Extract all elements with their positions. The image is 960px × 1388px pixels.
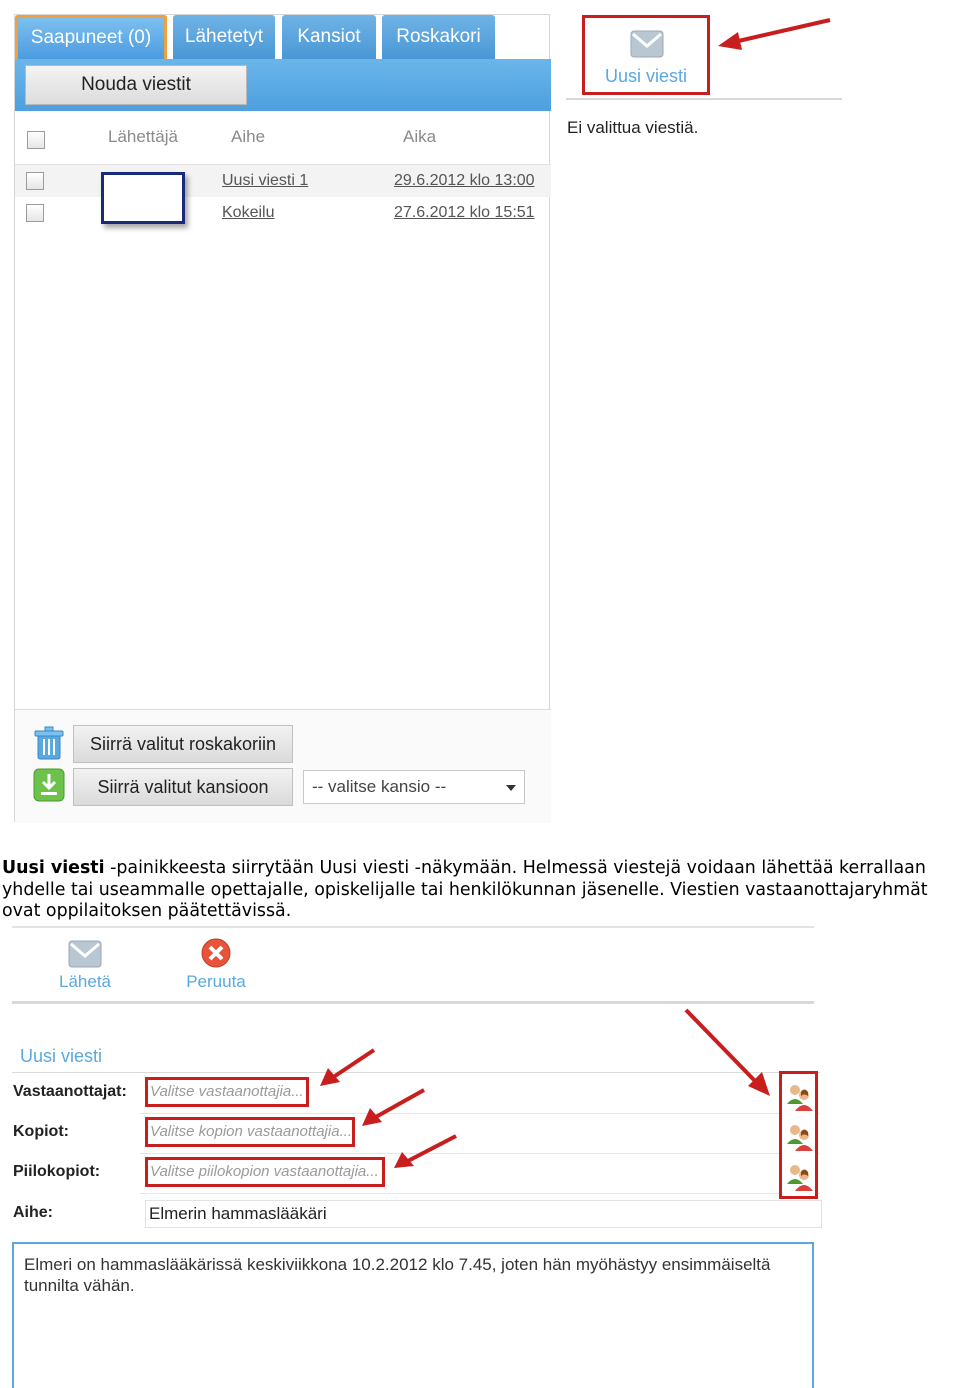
trash-icon bbox=[33, 726, 65, 760]
compose-top-divider bbox=[12, 926, 814, 928]
subject-label: Aihe: bbox=[13, 1204, 53, 1221]
red-arrow-icon bbox=[360, 1086, 430, 1130]
no-message-text: Ei valittua viestiä. bbox=[567, 118, 699, 137]
new-message-label: Uusi viesti bbox=[604, 66, 688, 86]
row-checkbox[interactable] bbox=[26, 204, 44, 222]
field-divider bbox=[140, 1193, 820, 1194]
inbox-panel bbox=[14, 14, 550, 822]
column-sender[interactable]: Lähettäjä bbox=[108, 127, 178, 146]
bcc-field[interactable]: Valitse piilokopion vastaanottajia... bbox=[145, 1157, 385, 1187]
red-arrow-icon bbox=[318, 1046, 380, 1090]
tab-sent[interactable]: Lähetetyt bbox=[173, 15, 275, 59]
send-button[interactable] bbox=[40, 938, 130, 994]
caption-text: -painikkeesta siirrytään Uusi viesti -näkymään. Helmessä viestejä voidaan lähettää kerrallaan yhdelle tai useammalle opettajalle, opiskelijalle tai henkilökunnan jäsenelle. Viestien vastaanottajaryhmät ovat oppilaitoksen päätettävissä. bbox=[2, 858, 928, 921]
recipient-picker-column bbox=[779, 1071, 818, 1199]
message-subject-link[interactable]: Kokeilu bbox=[222, 204, 275, 221]
new-message-button[interactable] bbox=[582, 15, 710, 95]
people-icon[interactable] bbox=[785, 1122, 813, 1152]
folder-select[interactable] bbox=[303, 770, 525, 804]
red-arrow-icon bbox=[392, 1132, 462, 1172]
message-body-textarea[interactable]: Elmeri on hammaslääkärissä keskiviikkona 10.2.2012 klo 7.45, joten hän myöhästyy ensimmäiseltä tunnilta vähän. bbox=[12, 1242, 814, 1388]
inbox-actions bbox=[15, 709, 551, 823]
field-divider bbox=[140, 1153, 820, 1154]
red-arrow-icon bbox=[712, 14, 836, 54]
tab-trash[interactable]: Roskakori bbox=[382, 15, 495, 59]
message-list-header bbox=[15, 111, 551, 165]
table-row[interactable] bbox=[15, 197, 551, 229]
bcc-label: Piilokopiot: bbox=[13, 1163, 101, 1180]
recipients-label: Vastaanottajat: bbox=[13, 1083, 127, 1100]
field-divider bbox=[140, 1113, 820, 1114]
cancel-label: Peruuta bbox=[186, 972, 246, 991]
recipients-field[interactable]: Valitse vastaanottajia... bbox=[145, 1077, 309, 1107]
fetch-messages-button[interactable]: Nouda viestit bbox=[25, 65, 247, 105]
cancel-button[interactable] bbox=[171, 938, 261, 994]
people-icon[interactable] bbox=[785, 1082, 813, 1112]
folder-select-value: -- valitse kansio -- bbox=[312, 777, 447, 796]
caption-bold: Uusi viesti bbox=[2, 858, 105, 878]
redacted-sender-box bbox=[101, 172, 185, 224]
column-time[interactable]: Aika bbox=[403, 127, 437, 146]
subject-field[interactable]: Elmerin hammaslääkäri bbox=[145, 1200, 822, 1228]
move-to-trash-button[interactable]: Siirrä valitut roskakoriin bbox=[73, 725, 293, 763]
row-checkbox[interactable] bbox=[26, 172, 44, 190]
move-to-folder-button[interactable]: Siirrä valitut kansioon bbox=[73, 768, 293, 806]
red-arrow-icon bbox=[682, 1006, 776, 1100]
reader-divider bbox=[566, 98, 842, 100]
chevron-down-icon bbox=[506, 785, 516, 791]
message-time-link[interactable]: 29.6.2012 klo 13:00 bbox=[394, 172, 535, 189]
cc-field[interactable]: Valitse kopion vastaanottajia... bbox=[145, 1117, 355, 1147]
envelope-icon bbox=[630, 30, 664, 58]
envelope-icon bbox=[68, 940, 102, 968]
download-icon bbox=[33, 768, 65, 802]
mail-tabs bbox=[15, 15, 551, 59]
inbox-toolbar bbox=[15, 59, 551, 111]
cc-label: Kopiot: bbox=[13, 1123, 69, 1140]
message-subject-link[interactable]: Uusi viesti 1 bbox=[222, 172, 309, 189]
compose-toolbar-divider bbox=[12, 1001, 814, 1004]
cancel-icon bbox=[201, 938, 231, 968]
select-all-checkbox[interactable] bbox=[27, 131, 45, 149]
people-icon[interactable] bbox=[785, 1162, 813, 1192]
message-time-link[interactable]: 27.6.2012 klo 15:51 bbox=[394, 204, 535, 221]
tab-folders[interactable]: Kansiot bbox=[282, 15, 376, 59]
table-row[interactable] bbox=[15, 165, 551, 197]
column-subject[interactable]: Aihe bbox=[231, 127, 266, 146]
tab-inbox[interactable]: Saapuneet (0) bbox=[15, 15, 167, 59]
compose-title: Uusi viesti bbox=[20, 1046, 103, 1066]
send-label: Lähetä bbox=[59, 972, 111, 991]
instruction-paragraph bbox=[2, 858, 960, 923]
